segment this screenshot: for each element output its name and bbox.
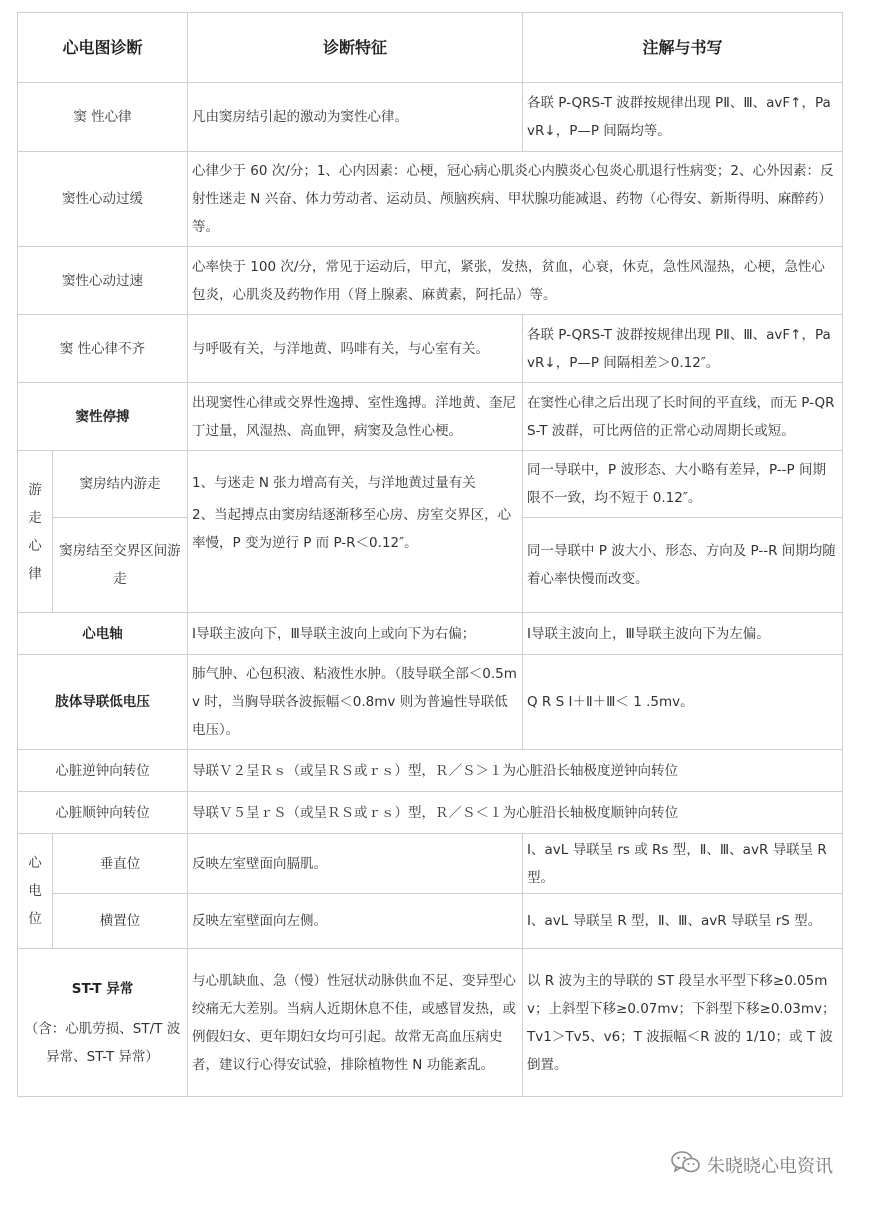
- diagnosis-feature: 心律少于 60 次/分；1、心内因素：心梗，冠心病心肌炎心内膜炎心包炎心肌退行性病变；2、心外因素：反射性迷走 N 兴奋、体力劳动者、运动员、颅脑疾病、甲状腺功能减退、药物（心得安、新斯得明、麻醉药）等。: [188, 152, 843, 247]
- diagnosis-note: Q R S Ⅰ＋Ⅱ＋Ⅲ＜ 1 .5mv。: [523, 655, 843, 750]
- diagnosis-feature: 反映左室壁面向左侧。: [188, 894, 523, 949]
- wandering-rhythm-label: 游 走 心 律: [18, 451, 53, 613]
- diagnosis-feature: 肺气肿、心包积液、粘液性水肿。（肢导联全部＜0.5mv 时，当胸导联各波振幅＜0.8mv 则为普遍性导联低电压）。: [188, 655, 523, 750]
- diagnosis-feature: Ⅰ导联主波向下，Ⅲ导联主波向上或向下为右偏；: [188, 613, 523, 655]
- diagnosis-feature: 导联Ｖ５呈ｒＳ（或呈ＲＳ或ｒｓ）型，Ｒ／Ｓ＜１为心脏沿长轴极度顺钟向转位: [188, 792, 843, 834]
- diagnosis-feature: 凡由窦房结引起的激动为窦性心律。: [188, 83, 523, 152]
- table-row: [18, 315, 843, 383]
- diagnosis-note: 同一导联中，P 波形态、大小略有差异，P--P 间期限不一致，均不短于 0.12″。: [523, 451, 843, 518]
- electrical-position-label: 心 电 位: [18, 834, 53, 949]
- diagnosis-feature: 出现窦性心律或交界性逸搏、室性逸搏。洋地黄、奎尼丁过量，风湿热、高血钾，病窦及急性心梗。: [188, 383, 523, 451]
- ecg-diagnosis-table: [17, 12, 843, 1097]
- wechat-icon: [671, 1150, 701, 1181]
- diagnosis-name: 窦性心动过速: [18, 247, 188, 315]
- diagnosis-subnote: （含：心肌劳损、ST/T 波异常、ST-T 异常）: [24, 1020, 181, 1065]
- diagnosis-subname: 窦房结内游走: [53, 451, 188, 518]
- diagnosis-note: 以 R 波为主的导联的 ST 段呈水平型下移≥0.05mv；上斜型下移≥0.07mv；下斜型下移≥0.03mv；Tv1＞Tv5、v6；T 波振幅＜R 波的 1/10；或 T 波倒置。: [523, 949, 843, 1097]
- diagnosis-name: 心脏逆钟向转位: [18, 750, 188, 792]
- header-notes: 注解与书写: [523, 13, 843, 83]
- diagnosis-feature: 1、与迷走 N 张力增高有关，与洋地黄过量有关 2、当起搏点由窦房结逐渐移至心房、房室交界区，心率慢，P 变为逆行 P 而 P-R＜0.12″。: [188, 451, 523, 613]
- table-row: [18, 83, 843, 152]
- diagnosis-subname: 垂直位: [53, 834, 188, 894]
- diagnosis-note: 在窦性心律之后出现了长时间的平直线，而无 P-QRS-T 波群，可比两倍的正常心动周期长或短。: [523, 383, 843, 451]
- diagnosis-name: 窦 性心律不齐: [18, 315, 188, 383]
- table-row: [18, 152, 843, 247]
- diagnosis-note: 各联 P-QRS-T 波群按规律出现 PⅡ、Ⅲ、avF↑，PavR↓，P—P 间隔均等。: [523, 83, 843, 152]
- diagnosis-name-cell: [18, 949, 188, 1097]
- diagnosis-name: 窦 性心律: [18, 83, 188, 152]
- table-row: [18, 949, 843, 1097]
- diagnosis-feature: 导联Ｖ２呈Ｒｓ（或呈ＲＳ或ｒｓ）型，Ｒ／Ｓ＞１为心脏沿长轴极度逆钟向转位: [188, 750, 843, 792]
- diagnosis-name: 窦性停搏: [18, 383, 188, 451]
- header-diagnosis: 心电图诊断: [18, 13, 188, 83]
- table-row: [18, 834, 843, 894]
- table-row: [18, 750, 843, 792]
- diagnosis-name: 心电轴: [18, 613, 188, 655]
- diagnosis-name: 肢体导联低电压: [18, 655, 188, 750]
- table-row: [18, 792, 843, 834]
- diagnosis-note: Ⅰ、avL 导联呈 R 型，Ⅱ、Ⅲ、avR 导联呈 rS 型。: [523, 894, 843, 949]
- diagnosis-note: 同一导联中 P 波大小、形态、方向及 P--R 间期均随着心率快慢而改变。: [523, 518, 843, 613]
- diagnosis-name: 心脏顺钟向转位: [18, 792, 188, 834]
- diagnosis-subname: 横置位: [53, 894, 188, 949]
- diagnosis-note: Ⅰ导联主波向上，Ⅲ导联主波向下为左偏。: [523, 613, 843, 655]
- diagnosis-note: 各联 P-QRS-T 波群按规律出现 PⅡ、Ⅲ、avF↑，PavR↓，P—P 间隔相差＞0.12″。: [523, 315, 843, 383]
- header-features: 诊断特征: [188, 13, 523, 83]
- diagnosis-name: 窦性心动过缓: [18, 152, 188, 247]
- table-row: [18, 247, 843, 315]
- table-row: [18, 613, 843, 655]
- diagnosis-feature: 与呼吸有关，与洋地黄、吗啡有关，与心室有关。: [188, 315, 523, 383]
- diagnosis-feature: 心率快于 100 次/分，常见于运动后，甲亢，紧张，发热，贫血，心衰，休克，急性风湿热，心梗，急性心包炎，心肌炎及药物作用（肾上腺素、麻黄素，阿托品）等。: [188, 247, 843, 315]
- diagnosis-note: Ⅰ、avL 导联呈 rs 或 Rs 型，Ⅱ、Ⅲ、avR 导联呈 R 型。: [523, 834, 843, 894]
- diagnosis-feature: 反映左室壁面向膈肌。: [188, 834, 523, 894]
- table-row: [18, 383, 843, 451]
- table-row: [18, 894, 843, 949]
- watermark-text: 朱晓晓心电资讯: [707, 1156, 833, 1177]
- table-row: [18, 451, 843, 518]
- watermark: [671, 1148, 833, 1182]
- diagnosis-feature: 与心肌缺血、急（慢）性冠状动脉供血不足、变异型心绞痛无大差别。当病人近期休息不佳，或感冒发热，或例假妇女、更年期妇女均可引起。故常无高血压病史者，建议行心得安试验，排除植物性 N 功能紊乱。: [188, 949, 523, 1097]
- diagnosis-name: ST-T 异常: [71, 980, 134, 997]
- table-row: [18, 655, 843, 750]
- diagnosis-subname: 窦房结至交界区间游走: [53, 518, 188, 613]
